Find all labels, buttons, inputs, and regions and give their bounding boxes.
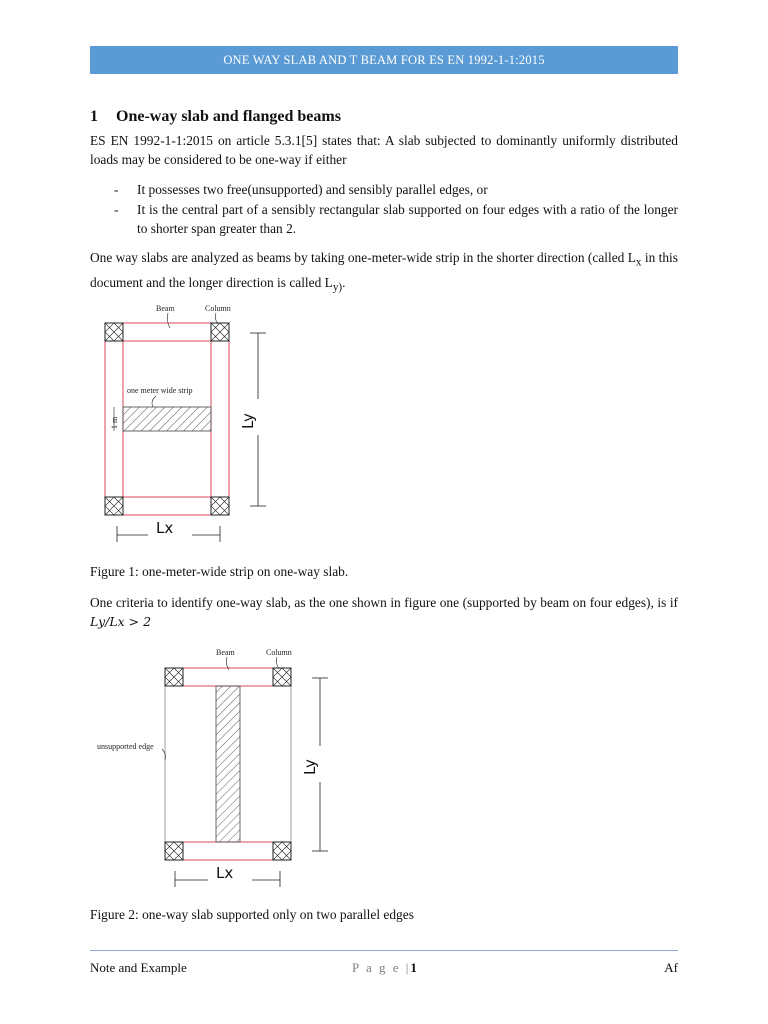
column-bottom-right — [273, 842, 291, 860]
column-top-right — [273, 668, 291, 686]
beam-leader-arrow — [167, 313, 170, 328]
footer-divider — [90, 950, 678, 951]
strip-label: one meter wide strip — [127, 386, 193, 395]
column-label: Column — [205, 304, 231, 313]
section-number: 1 — [90, 108, 98, 125]
figure-1-caption: Figure 1: one-meter-wide strip on one-way slab. — [90, 564, 349, 579]
lx-label: Lx — [216, 864, 234, 882]
column-top-right — [211, 323, 229, 341]
analysis-text-1: One way slabs are analyzed as beams by taking one-meter-wide strip in the shorter direction (called L — [90, 250, 636, 265]
strip-leader-arrow — [152, 396, 156, 407]
column-leader-arrow — [276, 657, 279, 669]
one-meter-strip — [123, 407, 211, 431]
column-leader-arrow — [215, 313, 218, 324]
column-top-left — [105, 323, 123, 341]
analysis-text-3: . — [342, 274, 346, 290]
page-word: P a g e | — [352, 960, 411, 975]
intro-paragraph: ES EN 1992-1-1:2015 on article 5.3.1[5] states that: A slab subjected to dominantly uniformly distributed loads may be considered to be one-way if either — [90, 133, 678, 167]
subscript-x: x — [635, 256, 642, 269]
bottom-beam — [165, 842, 291, 860]
ly-label: Ly — [301, 759, 319, 775]
lx-label: Lx — [156, 519, 174, 537]
top-beam — [165, 668, 291, 686]
footer-page — [352, 960, 417, 976]
footer-right: Af — [664, 960, 678, 975]
figure-2-diagram — [90, 640, 340, 900]
column-bottom-right — [211, 497, 229, 515]
footer-left: Note and Example — [90, 960, 187, 975]
banner-title: ONE WAY SLAB AND T BEAM FOR ES EN 1992-1-1:2015 — [223, 52, 545, 67]
figure-1-diagram — [90, 295, 290, 550]
criteria-formula: Ly/Lx > 2 — [90, 614, 152, 629]
section-title: One-way slab and flanged beams — [116, 108, 341, 125]
column-bottom-left — [105, 497, 123, 515]
analysis-text-2: in this document and the longer direction is called L — [90, 250, 678, 290]
bullet-dash: - — [114, 182, 119, 197]
one-meter-strip — [216, 686, 240, 842]
bullet-dash: - — [114, 202, 119, 217]
column-bottom-left — [165, 842, 183, 860]
column-top-left — [165, 668, 183, 686]
header-banner — [90, 46, 678, 74]
figure-2-caption: Figure 2: one-way slab supported only on two parallel edges — [90, 907, 414, 922]
bullet-text: It is the central part of a sensibly rectangular slab supported on four edges with a ratio of the longer to shorter span greater than 2. — [137, 202, 678, 236]
bullet-item — [90, 180, 678, 199]
beam-label: Beam — [156, 304, 175, 313]
ly-label: Ly — [239, 413, 257, 429]
bullet-item — [90, 200, 678, 238]
strip-dimension-label: 1 m — [110, 416, 119, 429]
analysis-paragraph — [90, 248, 678, 297]
section-heading — [90, 108, 341, 126]
subscript-y: y) — [332, 281, 343, 294]
bullet-text: It possesses two free(unsupported) and sensibly parallel edges, or — [137, 182, 488, 197]
column-label: Column — [266, 648, 292, 657]
beam-label: Beam — [216, 648, 235, 657]
page-number: 1 — [410, 960, 417, 975]
criteria-text: One criteria to identify one-way slab, as the one shown in figure one (supported by beam on four edges), is if — [90, 595, 678, 610]
unsupported-edge-label: unsupported edge — [97, 742, 154, 751]
criteria-paragraph — [90, 593, 678, 631]
